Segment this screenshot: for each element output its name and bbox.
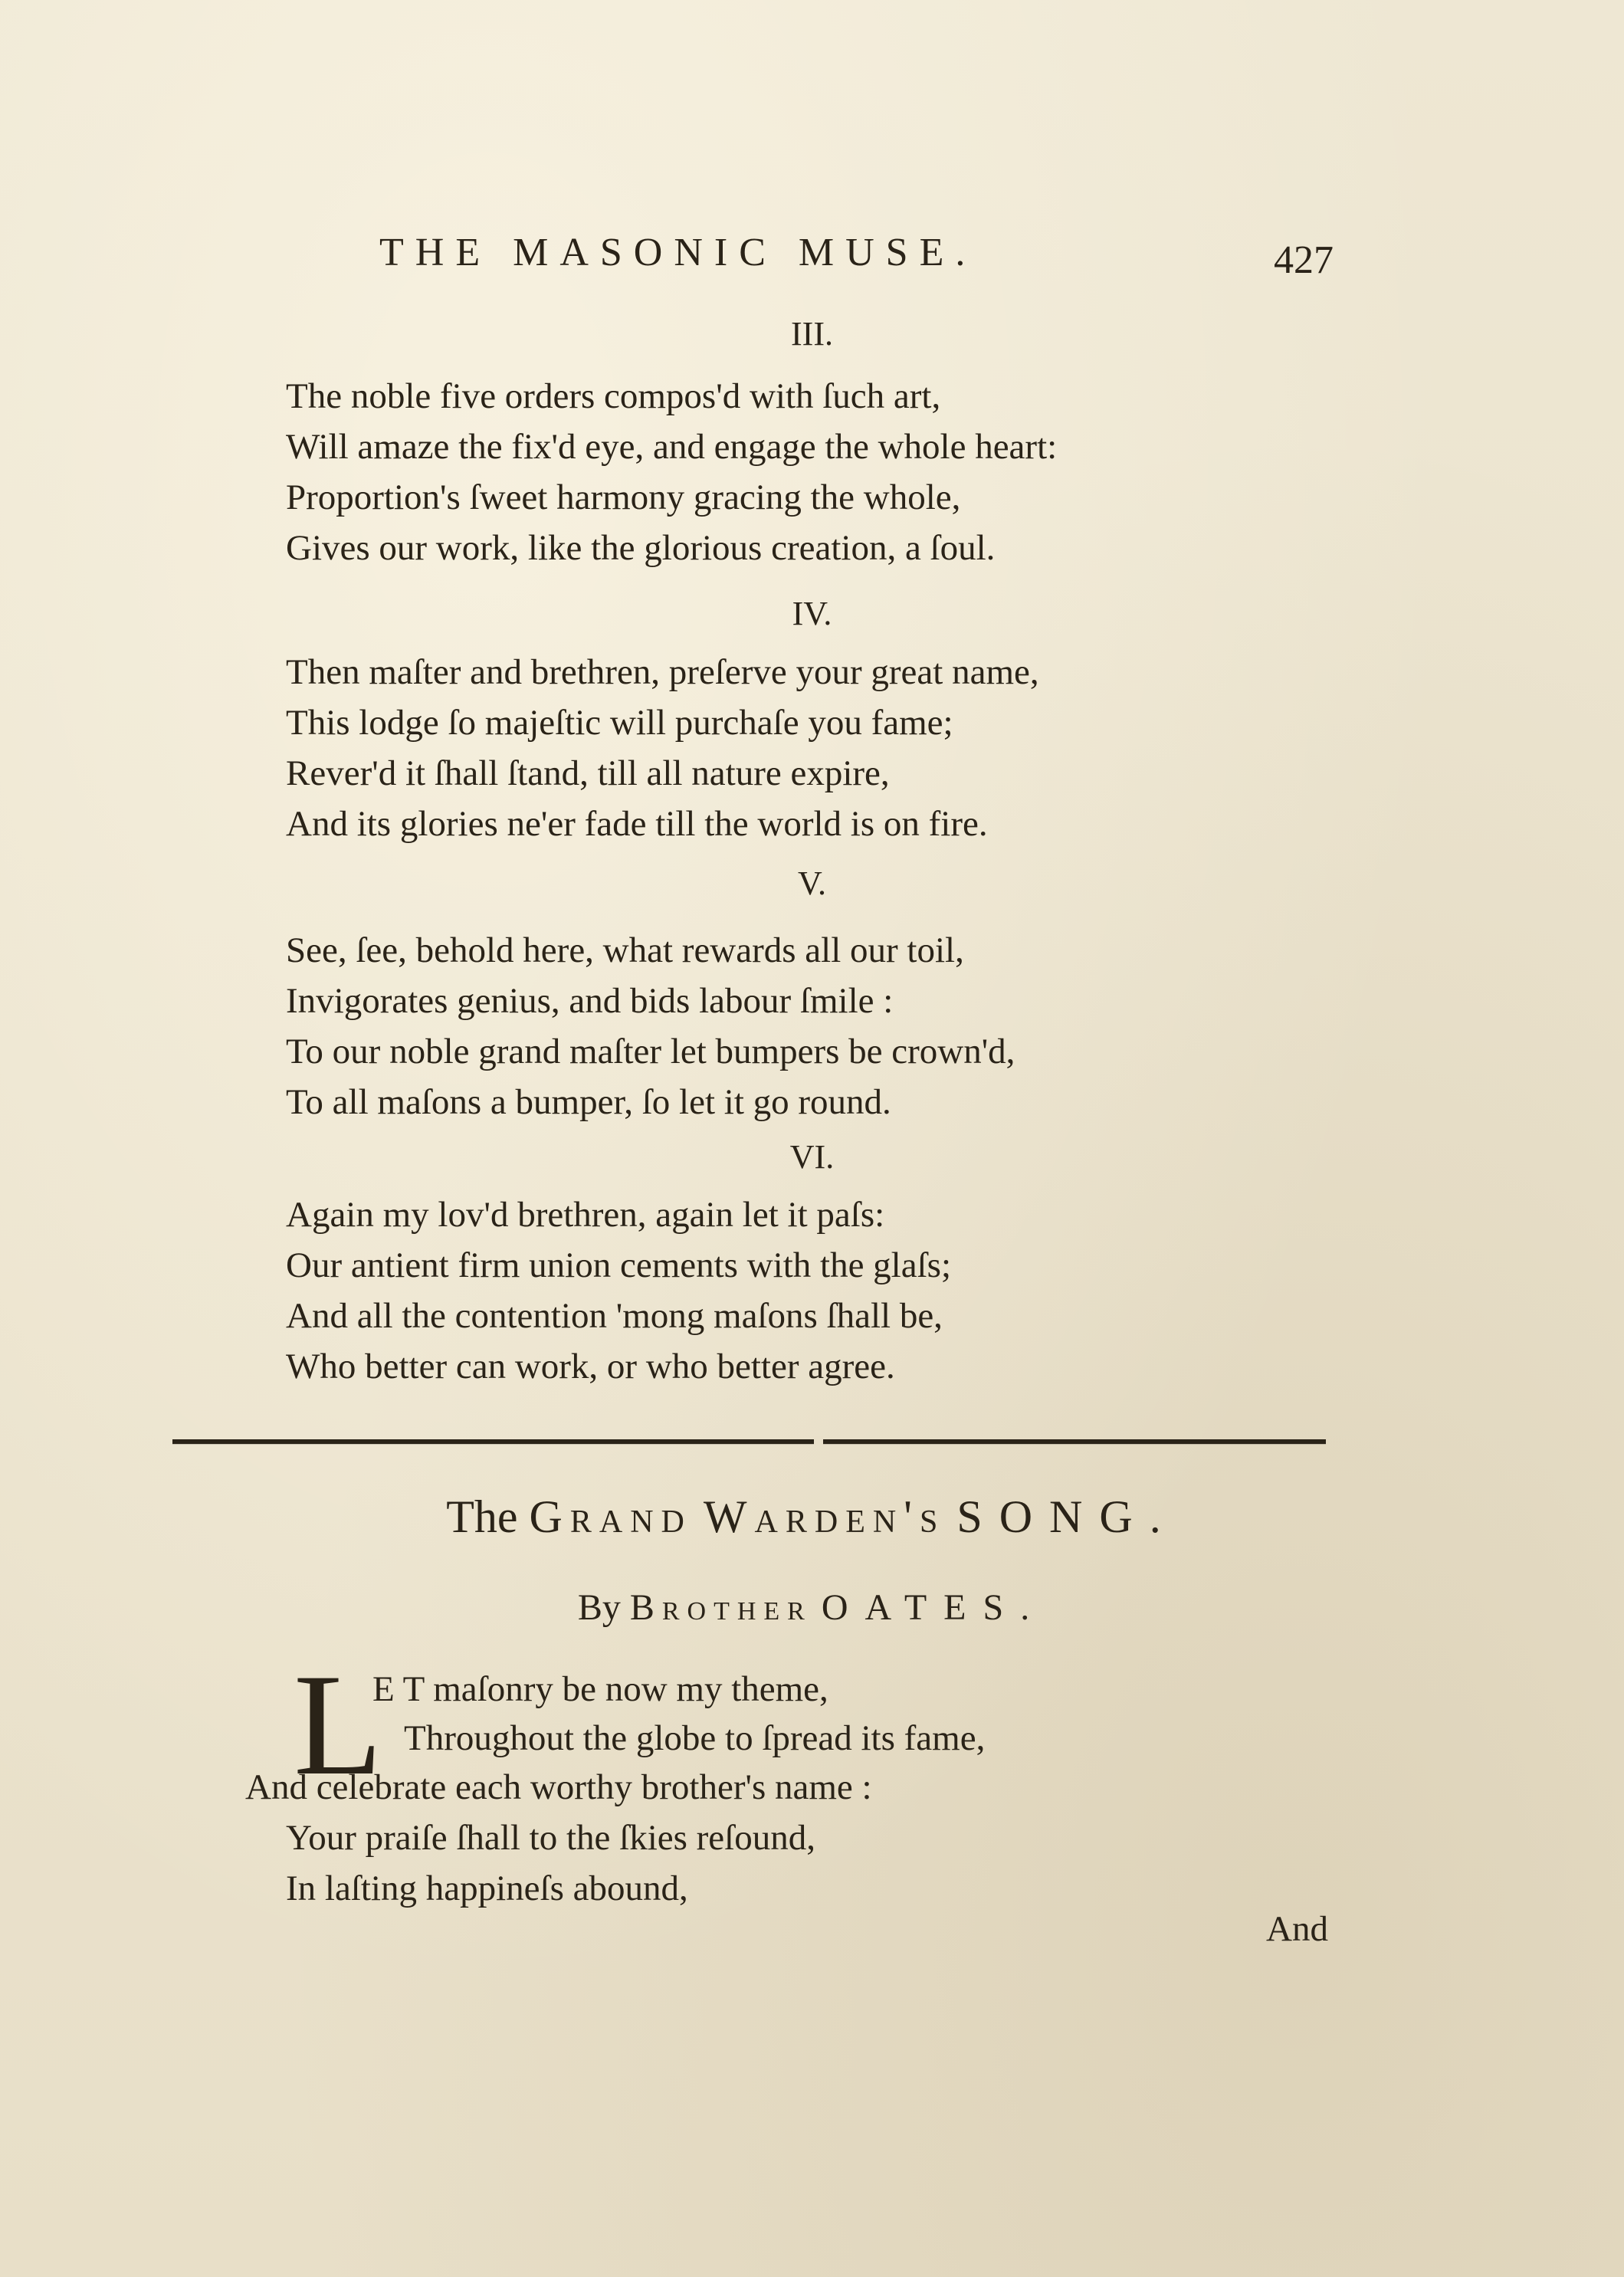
verse-line: See, ſee, behold here, what rewards all our toil,: [286, 930, 964, 970]
verse-line: The noble five orders compos'd with ſuch art,: [286, 376, 941, 416]
verse-line: Rever'd it ſhall ſtand, till all nature expire,: [286, 753, 890, 793]
stanza-number-3: III.: [791, 315, 833, 353]
verse-line: Gives our work, like the glorious creation, a ſoul.: [286, 528, 996, 568]
song-title-wardens: Warden's: [703, 1491, 946, 1542]
verse-line: To all maſons a bumper, ſo let it go round.: [286, 1082, 891, 1122]
verse-line: Your praiſe ſhall to the ſkies reſound,: [286, 1818, 815, 1858]
verse-line: And celebrate each worthy brother's name :: [245, 1767, 872, 1807]
catchword: And: [1266, 1909, 1328, 1949]
verse-line: This lodge ſo majeſtic will purchaſe you fame;: [286, 703, 953, 743]
drop-cap: L: [294, 1645, 383, 1806]
verse-line: And its glories ne'er fade till the world is on fire.: [286, 804, 988, 844]
verse-line: Invigorates genius, and bids labour ſmile :: [286, 981, 894, 1021]
byline-author: OATES.: [821, 1587, 1047, 1628]
section-divider: [172, 1439, 1326, 1444]
stanza-number-4: IV.: [792, 595, 832, 632]
song-byline: [0, 1586, 1624, 1629]
verse-line: Who better can work, or who better agree.: [286, 1347, 895, 1386]
song-title-the: The: [446, 1491, 518, 1542]
verse-line: Then maſter and brethren, preſerve your great name,: [286, 652, 1039, 692]
verse-line: To our noble grand maſter let bumpers be crown'd,: [286, 1032, 1015, 1071]
verse-line: Throughout the globe to ſpread its fame,: [404, 1718, 986, 1758]
stanza-number-5: V.: [797, 865, 827, 902]
verse-line: E T maſonry be now my theme,: [372, 1669, 828, 1709]
verse-line: Our antient firm union cements with the glaſs;: [286, 1245, 952, 1285]
song-title: [0, 1491, 1624, 1544]
byline-brother: Brother: [629, 1587, 812, 1628]
verse-line: And all the contention 'mong maſons ſhall be,: [286, 1296, 943, 1336]
divider-break: [814, 1436, 823, 1445]
verse-line: Again my lov'd brethren, again let it paſs:: [286, 1195, 885, 1235]
byline-by: By: [577, 1587, 621, 1628]
verse-line: Will amaze the fix'd eye, and engage the whole heart:: [286, 427, 1058, 467]
song-title-grand: Grand: [529, 1491, 692, 1542]
stanza-number-6: VI.: [789, 1138, 835, 1176]
song-title-song: SONG.: [956, 1491, 1178, 1542]
running-head: THE MASONIC MUSE.: [379, 231, 977, 274]
page-number: 427: [1274, 238, 1334, 282]
verse-line: Proportion's ſweet harmony gracing the whole,: [286, 477, 961, 517]
verse-line: In laſting happineſs abound,: [286, 1869, 688, 1908]
